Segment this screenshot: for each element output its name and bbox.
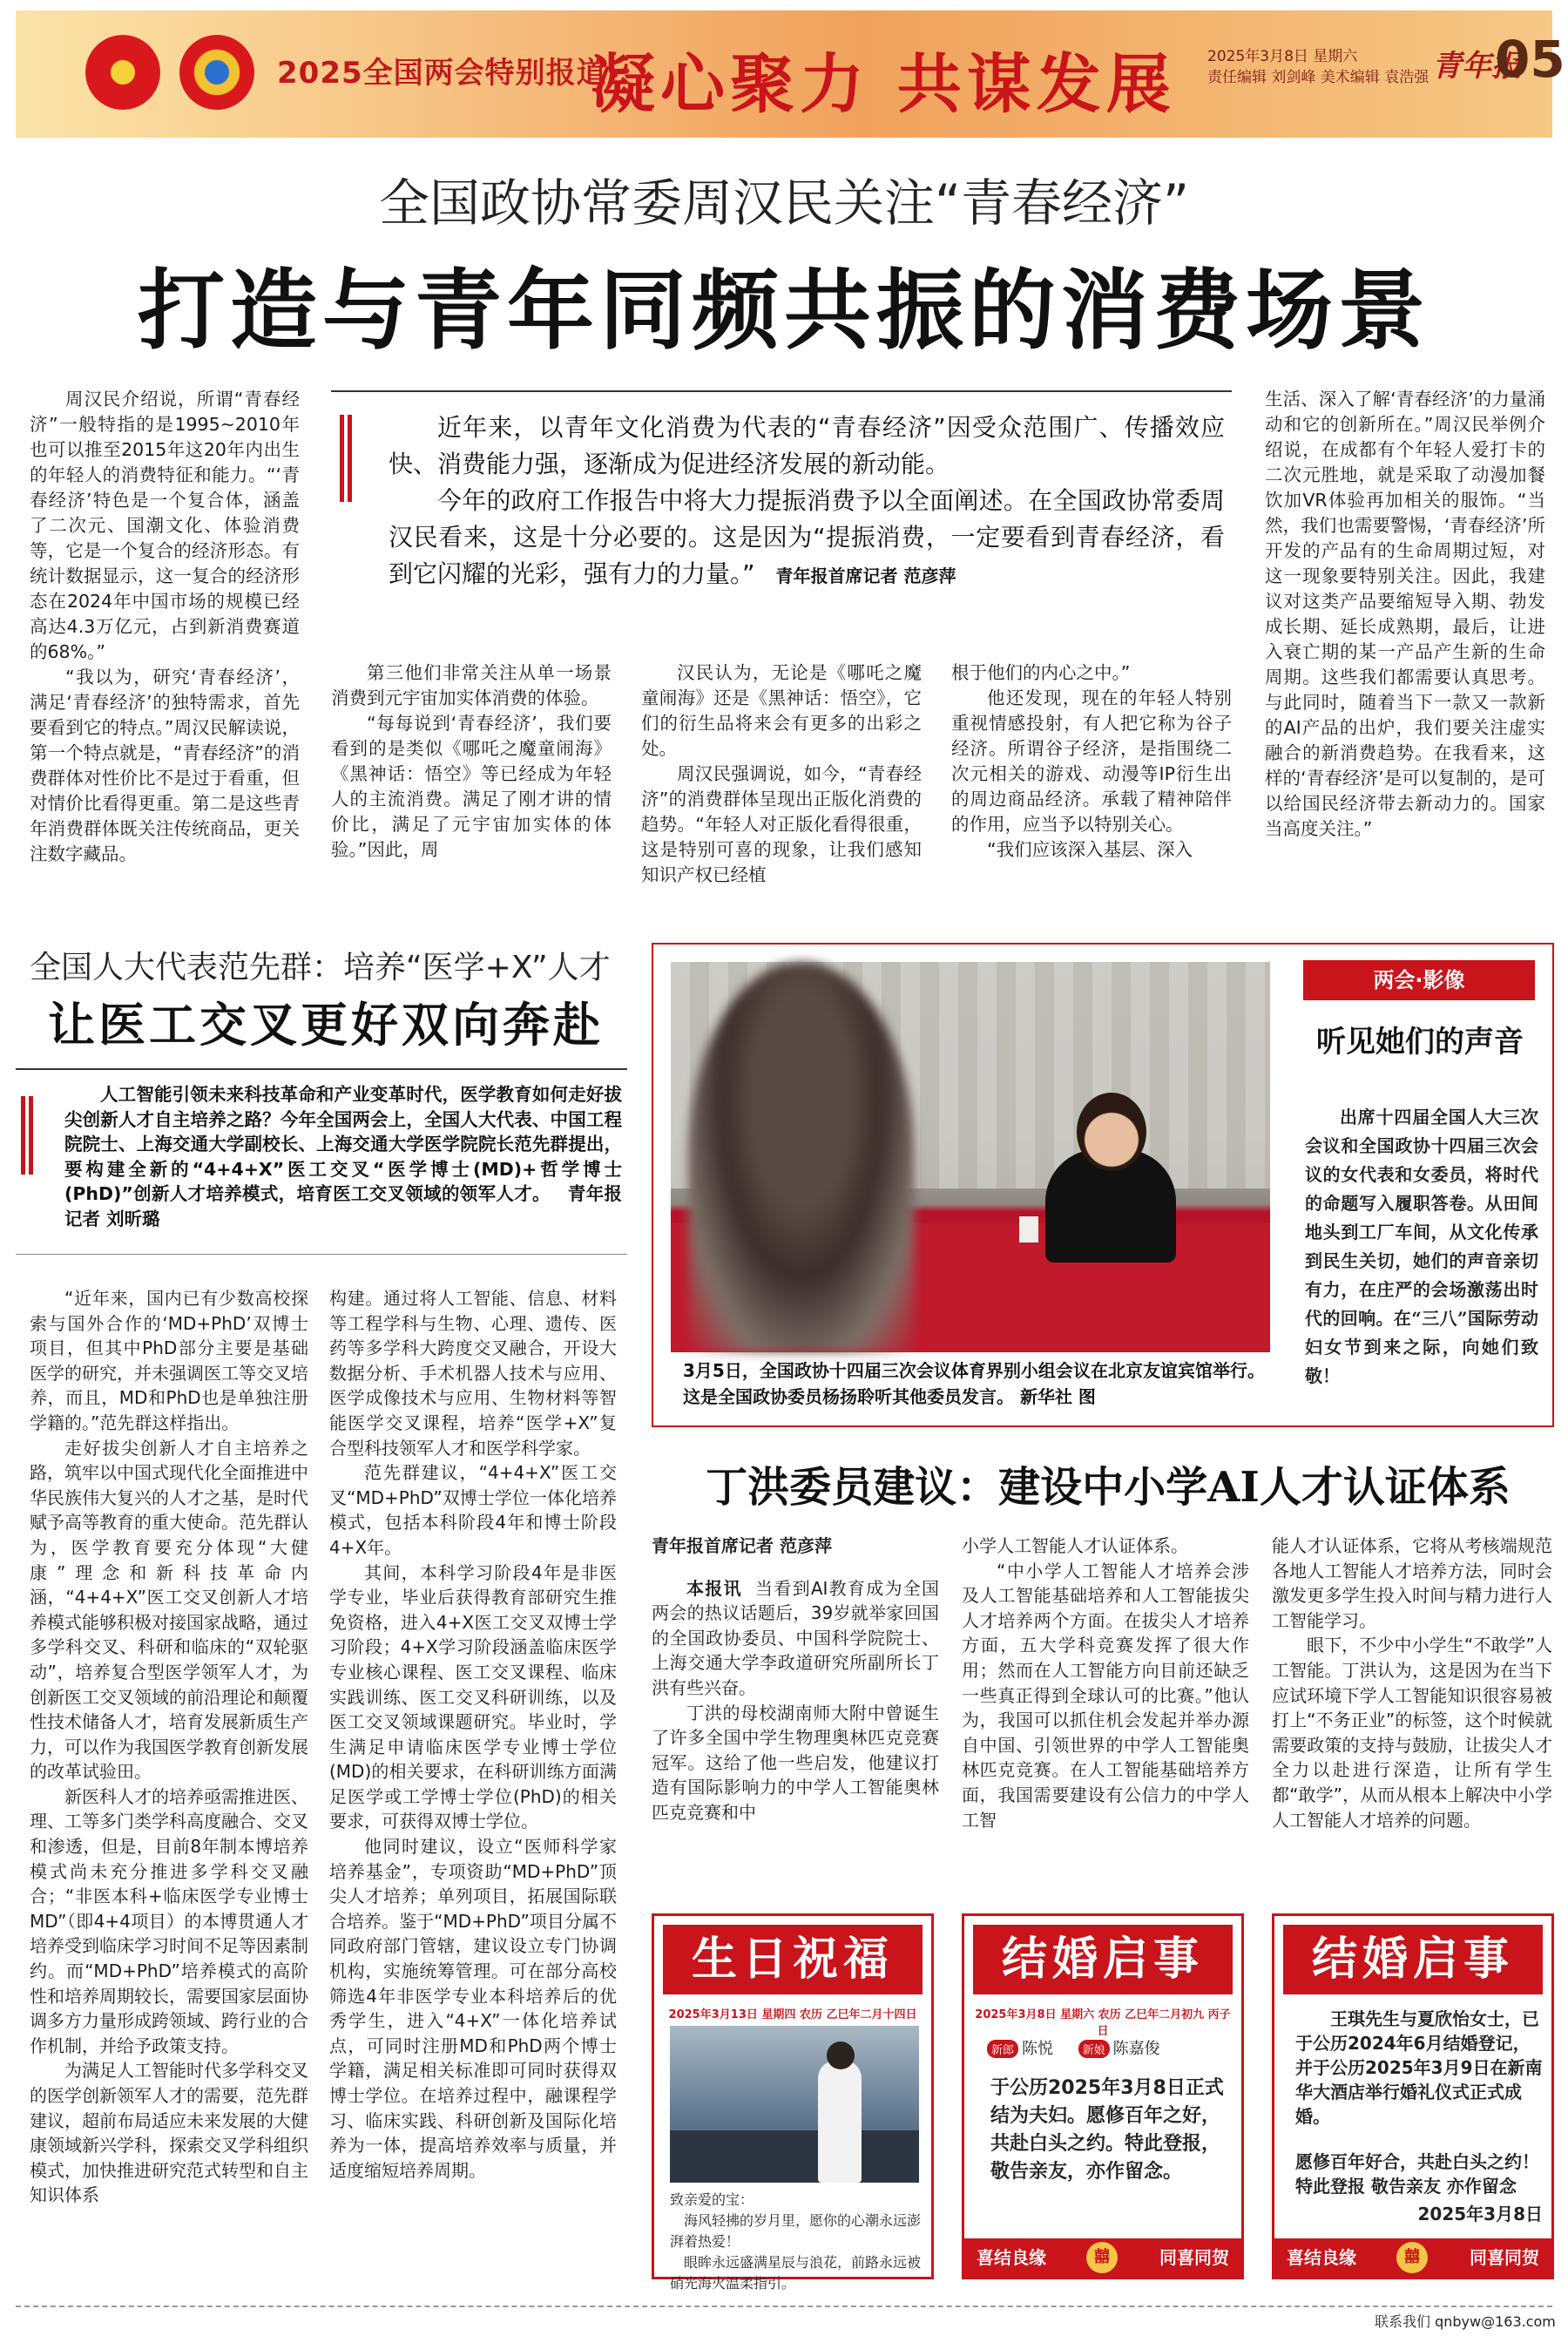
groom-tag: 新郎 bbox=[987, 2040, 1018, 2058]
ad-heading: 生日祝福 bbox=[663, 1925, 923, 1994]
newspaper-logo: 青年报 bbox=[1432, 49, 1521, 84]
photo-feature-text: 出席十四届全国人大三次会议和全国政协十四届三次会议的女代表和女委员，将时代的命题写入履职答卷。从田间地头到工厂车间，从文化传承到民生关切，她们的声音亲切有力，在庄严的会场激荡出时代的回响。在“三八”国际劳动妇女节到来之际，向她们致敬！ bbox=[1305, 1107, 1538, 1386]
paragraph: 范先群建议，“4+4+X”医工交叉“MD+PhD”双博士学位一体化培养模式，包括本科阶段4年和博士阶段4+X年。 bbox=[329, 1462, 617, 1558]
lead-column-4 bbox=[951, 660, 1232, 863]
paragraph: “近年来，国内已有少数高校探索与国外合作的‘MD+PhD’双博士项目，但其中PhD部分主要是基础医学的研究，并未强调医工等交叉培养，而且，MD和PhD也是单独注册学籍的。”范先群这样指出。 bbox=[30, 1288, 308, 1433]
photo-subject-head bbox=[1077, 1093, 1146, 1171]
paragraph: 其间，本科学习阶段4年是非医学专业，毕业后获得教育部研究生推免资格，进入4+X医工交叉双博士学习阶段；4+X学习阶段涵盖临床医学专业核心课程、医工交叉课程、临床实践训练、医工交叉科研训练，以及医工交叉领域课题研究。毕业时，学生满足申请临床医学专业博士学位(MD)的相关要求，在科研训练方面满足医学或工学博士学位(PhD)的相关要求，可获得双博士学位。 bbox=[329, 1561, 617, 1832]
paragraph: 丁洪的母校湖南师大附中曾诞生了许多全国中学生物理奥林匹克竞赛冠军。这给了他一些启发，他建议打造有国际影响力的中学人工智能奥林匹克竞赛和中 bbox=[652, 1702, 939, 1823]
lead-summary-box bbox=[331, 390, 1232, 643]
national-emblem-icon bbox=[85, 35, 160, 110]
paragraph: 他还发现，现在的年轻人特别重视情感投射，有人把它称为谷子经济。所谓谷子经济，是指围绕二次元相关的游戏、动漫等IP衍生出的周边商品经济。承载了精神陪伴的作用，应当予以特别关心。 bbox=[951, 687, 1232, 835]
paragraph: 第三他们非常关注从单一场景消费到元宇宙加实体消费的体验。 bbox=[331, 662, 612, 708]
photo-feature-box bbox=[652, 943, 1554, 1427]
paragraph: 周汉民强调说，如今，“青春经济”的消费群体呈现出正版化消费的趋势。“年轻人对正版化看得很重，这是特别可喜的现象，让我们感知知识产权已经植 bbox=[641, 763, 922, 885]
wedding-ad-2 bbox=[1272, 1913, 1554, 2279]
groom-name: 陈悦 bbox=[1022, 2040, 1054, 2058]
news-photo bbox=[671, 962, 1270, 1352]
footer-divider bbox=[16, 2306, 1552, 2307]
masthead-banner bbox=[16, 10, 1565, 138]
paragraph: 小学人工智能人才认证体系。 bbox=[962, 1535, 1188, 1556]
ad-heading: 结婚启事 bbox=[973, 1925, 1233, 1994]
paragraph: 本报讯 当看到AI教育成为全国两会的热议话题后，39岁就举家回国的全国政协委员、中国科学院院士、上海交通大学李政道研究所副所长丁洪有些兴奋。 bbox=[652, 1577, 939, 1698]
medicine-column-2 bbox=[329, 1286, 617, 2183]
ding-column-2 bbox=[962, 1534, 1249, 1832]
summary-accent-bar bbox=[340, 415, 352, 502]
photo-blurred-foreground bbox=[688, 962, 915, 1352]
wedding-announcement: 王琪先生与夏欣怡女士，已于公历2024年6月结婚登记，并于公历2025年3月9日在新南华大酒店举行婚礼仪式正式成婚。 愿修百年好合，共赴白头之约！特此登报 敬告亲友 亦作留念 2025年3月8日 bbox=[1295, 2008, 1543, 2224]
ad-footer: 喜结良缘 囍 同喜同贺 bbox=[1274, 2238, 1551, 2277]
birthday-photo bbox=[670, 2026, 919, 2183]
lead-column-3 bbox=[641, 660, 922, 888]
bride-name: 陈嘉俊 bbox=[1112, 2040, 1160, 2058]
photo-feature-title: 听见她们的声音 bbox=[1316, 1025, 1524, 1060]
paragraph: 新医科人才的培养亟需推进医、理、工等多门类学科高度融合、交叉和渗透，但是，目前8年制本博培养模式尚未充分推进多学科交叉融合；“非医本科+临床医学专业博士MD”（即4+4项目）的本博贯通人才培养受到临床学习时间不足等因素制约。而“MD+PhD”培养模式的高阶性和培养周期较长，需要国家层面协调多方力量形成跨领域、跨行业的合作机制，并给予政策支持。 bbox=[30, 1785, 308, 2056]
ding-column-1 bbox=[652, 1534, 939, 1825]
editor-credits: 责任编辑 刘剑峰 美术编辑 袁浩强 bbox=[1207, 69, 1429, 86]
lead-column-left bbox=[30, 387, 300, 867]
ad-date: 2025年3月13日 星期四 农历 乙巳年二月十四日 bbox=[668, 2008, 917, 2021]
paragraph: 生活、深入了解‘青春经济’的力量涌动和它的创新所在。”周汉民举例介绍说，在成都有个年轻人爱打卡的二次元胜地，就是采取了动漫加餐饮加VR体验再加相关的服饰。“当然，我们也需要警惕，‘青春经济’所开发的产品有的生命周期过短，对这一现象要特别关注。因此，我建议对这类产品要缩短导入期、勃发成长期、延长成熟期，最后，让进入衰亡期的某一产品产生新的生命周期。这些我们都需要认真思考。与此同时，随着当下一款又一款新的AI产品的出炉，我们要关注虚实融合的新消费趋势。在我看来，这样的‘青春经济’是可以复制的，是可以给国民经济带去新动力的。国家当高度关注。” bbox=[1265, 389, 1545, 839]
lead-subtitle: 全国政协常委周汉民关注“青春经济” bbox=[378, 173, 1190, 233]
ad-date: 2025年3月8日 bbox=[1417, 2204, 1543, 2224]
medicine-summary-box bbox=[16, 1068, 627, 1255]
summary-paragraph: 今年的政府工作报告中将大力提振消费予以全面阐述。在全国政协常委周汉民看来，这是十分必要的。这是因为“提振消费，一定要看到青春经济，看到它闪耀的光彩，强有力的力量。” 青年报首席记者 范彦萍 bbox=[389, 486, 1225, 588]
summary-paragraph: 近年来，以青年文化消费为代表的“青春经济”因受众范围广、传播效应快、消费能力强，逐渐成为促进经济发展的新动能。 bbox=[389, 413, 1225, 478]
ad-footer: 喜结良缘 囍 同喜同贺 bbox=[964, 2238, 1241, 2277]
ad-heading: 结婚启事 bbox=[1283, 1925, 1543, 1994]
lead-byline: 青年报首席记者 范彦萍 bbox=[775, 565, 956, 586]
issue-date: 2025年3月8日 星期六 bbox=[1207, 48, 1358, 65]
wedding-ad bbox=[962, 1913, 1244, 2279]
medicine-subtitle: 全国人大代表范先群：培养“医学+X”人才 bbox=[30, 950, 611, 985]
double-happiness-icon: 囍 bbox=[1396, 2242, 1428, 2273]
medicine-column-1 bbox=[30, 1286, 308, 2208]
paragraph: 走好拔尖创新人才自主培养之路，筑牢以中国式现代化全面推进中华民族伟大复兴的人才之基，是时代赋予高等教育的重大使命。范先群认为，医学教育要充分体现“大健康”理念和新科技革命内涵，“4+4+X”医工交叉创新人才培养模式能够积极对接国家战略，通过多学科交叉、科研和临床的“双轮驱动”，培养复合型医学领军人才，为创新医工交叉领域的前沿理论和颠覆性技术储备人才，培育发展新质生产力，可以作为我国医学教育创新发展的改革试验田。 bbox=[30, 1437, 308, 1783]
lead-headline: 打造与青年同频共振的消费场景 bbox=[138, 260, 1430, 362]
ad-date: 2025年3月8日 星期六 农历 乙巳年二月初九 丙子日 bbox=[975, 2008, 1231, 2038]
paragraph: 眼下，不少中小学生“不敢学”人工智能。丁洪认为，这是因为在当下应试环境下学人工智能知识很容易被打上“不务正业”的标签，这个时候就需要政策的支持与鼓励，让拔尖人才全力以赴进行深造，让所有学生都“敢学”，从而从根本上解决中小学人工智能人才培养的问题。 bbox=[1272, 1635, 1552, 1831]
medicine-summary: 人工智能引领未来科技革命和产业变革时代，医学教育如何走好拔尖创新人才自主培养之路？今年全国两会上，全国人大代表、中国工程院院士、上海交通大学副校长、上海交通大学医学院院长范先群提出，要构建全新的“4+4+X”医工交叉“医学博士(MD)+哲学博士(PhD)”创新人才培养模式，培育医工交叉领域的领军人才。 青年报记者 刘昕璐 bbox=[64, 1084, 623, 1229]
photo-caption: 3月5日，全国政协十四届三次会议体育界别小组会议在北京友谊宾馆举行。这是全国政协委员杨扬聆听其他委员发言。 新华社 图 bbox=[683, 1360, 1265, 1407]
double-happiness-icon: 囍 bbox=[1086, 2242, 1118, 2273]
footer-contact: 联系我们 qnbyw@163.com bbox=[1375, 2313, 1556, 2330]
paragraph: “每每说到‘青春经济’，我们要看到的是类似《哪吒之魔童闹海》《黑神话：悟空》等已经成为年轻人的主流消费。满足了刚才讲的情价比，满足了元宇宙加实体的体验。”因此，周 bbox=[331, 713, 612, 860]
paragraph: 能人才认证体系，它将从考核端规范各地人工智能人才培养方法，同时会激发更多学生投入时间与精力进行人工智能学习。 bbox=[1272, 1535, 1552, 1631]
paragraph: 汉民认为，无论是《哪吒之魔童闹海》还是《黑神话：悟空》，它们的衍生品将来会有更多的出彩之处。 bbox=[641, 662, 922, 759]
photo-person-head bbox=[827, 2041, 855, 2069]
paragraph: 周汉民介绍说，所谓“青春经济”一般特指的是1995~2010年也可以推至2015年这20年内出生的年轻人的消费特征和能力。“‘青春经济’特色是一个复合体，涵盖了二次元、国潮文化、体验消费等，它是一个复合的经济形态。有统计数据显示，这一复合的经济形态在2024年中国市场的规模已经高达4.3万亿元，占到新消费赛道的68%。” bbox=[30, 389, 300, 662]
lead-summary bbox=[389, 410, 1225, 594]
lead-in: 本报讯 bbox=[686, 1577, 742, 1599]
paragraph: “中小学人工智能人才培养会涉及人工智能基础培养和人工智能拔尖人才培养两个方面。在拔尖人才培养方面，五大学科竞赛发挥了很大作用；然而在人工智能方向目前还缺乏一些真正得到全球认可的比赛。”他认为，我国可以抓住机会发起并举办源自中国、引领世界的中学人工智能奥林匹克竞赛。在人工智能基础培养方面，我国需要建设有公信力的中学人工智 bbox=[962, 1560, 1249, 1831]
birthday-ad bbox=[652, 1913, 934, 2292]
paragraph: “我以为，研究‘青春经济’，满足‘青春经济’的独特需求，首先要看到它的特点。”周汉民解读说，第一个特点就是，“青春经济”的消费群体对性价比不是过于看重，但对情价比看得更重。第二是这些青年消费群体既关注传统商品，更关注数字藏品。 bbox=[30, 667, 300, 864]
wedding-announcement: 于公历2025年3月8日正式结为夫妇。愿修百年之好，共赴白头之约。特此登报，敬告亲友，亦作留念。 bbox=[990, 2077, 1224, 2183]
ding-headline: 丁洪委员建议：建设中小学AI人才认证体系 bbox=[706, 1463, 1511, 1512]
special-report-label: 2025全国两会特别报道 bbox=[277, 56, 607, 91]
ding-byline: 青年报首席记者 范彦萍 bbox=[652, 1535, 832, 1556]
paragraph: “我们应该深入基层、深入 bbox=[987, 839, 1193, 860]
masthead-slogan: 凝心聚力 共谋发展 bbox=[591, 47, 1176, 122]
photo-railing bbox=[670, 2130, 919, 2183]
page-number: 05 bbox=[1495, 30, 1565, 89]
cppcc-emblem-icon bbox=[179, 35, 254, 110]
section-tag: 两会·影像 bbox=[1303, 960, 1535, 1000]
paragraph: 他同时建议，设立“医师科学家培养基金”，专项资助“MD+PhD”顶尖人才培养；单列项目，拓展国际联合培养。鉴于“MD+PhD”项目分属不同政府部门管辖，建议设立专门协调机构，实施统筹管理。可在部分高校筛选4年非医学专业本科培养后的优秀学生，进入“4+X”一体化培养试点，可同时注册MD和PhD两个博士学籍，满足相关标准即可同时获得双博士学位。在培养过程中，融课程学习、临床实践、科研创新及国际化培养为一体，提高培养效率与质量，并适度缩短培养周期。 bbox=[329, 1836, 617, 2181]
summary-accent-bar bbox=[21, 1096, 33, 1175]
photo-person bbox=[818, 2061, 862, 2183]
paragraph: 根于他们的内心之中。” bbox=[951, 662, 1131, 683]
medicine-byline: 青年报记者 刘昕璐 bbox=[64, 1183, 623, 1229]
lead-column-right bbox=[1265, 387, 1545, 842]
couple-names bbox=[987, 2036, 1231, 2059]
paragraph: 为满足人工智能时代多学科交叉的医学创新领军人才的需要，范先群建议，超前布局适应未来发展的大健康领域新兴学科，探索交叉学科组织模式，加快推进研究范式转型和自主知识体系 bbox=[30, 2060, 308, 2206]
paragraph: 构建。通过将人工智能、信息、材料等工程学科与生物、心理、遗传、医药等多学科大跨度交叉融合，开设大数据分析、手术机器人技术与应用、医学成像技术与应用、生物材料等智能医学交叉课程，培养“医学+X”复合型科技领军人才和医学科学家。 bbox=[329, 1288, 617, 1459]
lead-column-2 bbox=[331, 660, 612, 863]
bride-tag: 新娘 bbox=[1078, 2040, 1110, 2058]
medicine-headline: 让医工交叉更好双向奔赴 bbox=[48, 998, 604, 1053]
birthday-message: 致亲爱的宝： 海风轻拂的岁月里，愿你的心潮永远澎湃着热爱！ 眼眸永远盛满星辰与浪花，前路永远被硝光海火温柔指引。 bbox=[670, 2191, 922, 2292]
ding-column-3 bbox=[1272, 1534, 1552, 1832]
